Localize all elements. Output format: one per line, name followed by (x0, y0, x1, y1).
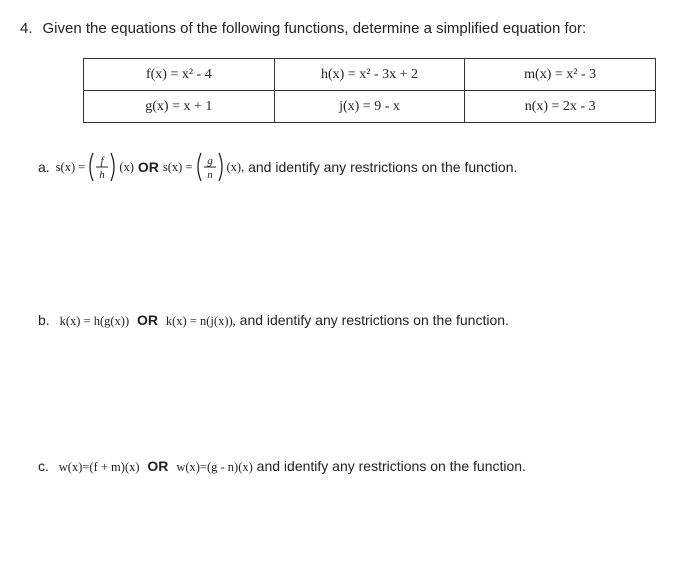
part-b-expr2: k(x) = n(j(x)), (165, 314, 236, 328)
part-a (38, 150, 517, 184)
table-cell-f: f(x) = x² - 4 (84, 59, 275, 91)
question-number: 4. (20, 20, 33, 37)
table-cell-n: n(x) = 2x - 3 (465, 91, 656, 123)
frac2-denominator: n (206, 169, 213, 181)
table-cell-h: h(x) = x² - 3x + 2 (274, 59, 465, 91)
part-b-label: b. (38, 312, 50, 328)
question-heading (20, 20, 586, 37)
part-c-label: c. (38, 458, 49, 474)
part-b-text: and identify any restrictions on the function. (239, 312, 509, 328)
frac1-denominator: h (99, 169, 106, 181)
functions-table (83, 58, 656, 123)
part-a-expr1-tail: (x) (119, 159, 134, 174)
table-row (84, 91, 656, 123)
part-c-text: and identify any restrictions on the function. (256, 458, 526, 474)
part-a-expr1-lhs: s(x) = (55, 159, 86, 174)
frac2-numerator: g (206, 155, 213, 167)
table-row (84, 59, 656, 91)
part-c-expr1: w(x)=(f + m)(x) (58, 460, 140, 474)
part-a-or: OR (137, 159, 159, 175)
part-a-expr2-tail: (x), (226, 159, 245, 174)
part-a-label: a. (38, 159, 50, 175)
question-prompt: Given the equations of the following functions, determine a simplified equation for: (42, 20, 587, 37)
part-c (38, 458, 526, 475)
part-a-expr2-lhs: s(x) = (162, 159, 193, 174)
table-cell-g: g(x) = x + 1 (84, 91, 275, 123)
fraction-g-over-n (193, 150, 227, 184)
part-b (38, 312, 509, 329)
part-b-expr1: k(x) = h(g(x)) (59, 314, 130, 328)
part-c-or: OR (147, 458, 169, 474)
part-a-text: and identify any restrictions on the function. (248, 159, 518, 175)
part-b-or: OR (137, 312, 158, 328)
table-cell-m: m(x) = x² - 3 (465, 59, 656, 91)
table-cell-j: j(x) = 9 - x (274, 91, 465, 123)
frac1-numerator: f (100, 155, 104, 167)
part-c-expr2: w(x)=(g - n)(x) (176, 460, 253, 474)
fraction-f-over-h (85, 150, 119, 184)
